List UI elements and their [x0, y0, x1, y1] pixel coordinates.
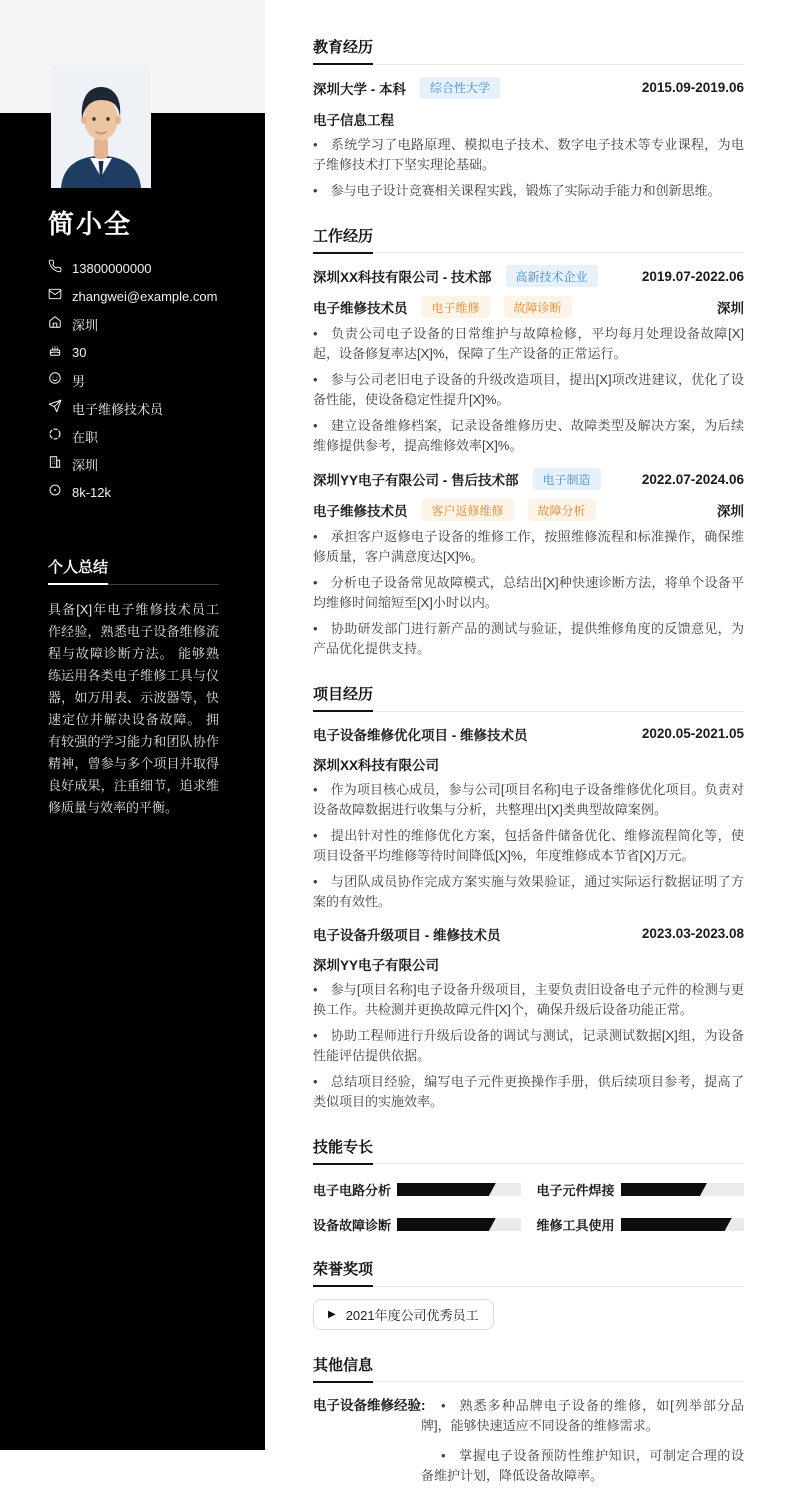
contact-gender: [48, 373, 219, 388]
project-bullets: [313, 780, 744, 912]
work-bullets: [313, 527, 744, 659]
gender-icon: [48, 371, 62, 390]
section-skills: [313, 1136, 744, 1235]
contact-text: 在职: [72, 427, 98, 446]
skill-bar-fill: [397, 1183, 496, 1196]
role-tag: 客户返修维修: [422, 499, 514, 521]
bullet-item: • 协助研发部门进行新产品的测试与验证，提供维修角度的反馈意见，为产品优化提供支持。: [313, 619, 744, 659]
work-date: 2022.07-2024.06: [642, 472, 744, 487]
contact-text: 深圳: [72, 315, 98, 334]
bullet-item: • 参与[项目名称]电子设备升级项目，主要负责旧设备电子元件的检测与更换工作。共检测并更换故障元件[X]个，确保升级后设备功能正常。: [313, 980, 744, 1020]
role-tag: 故障诊断: [504, 296, 572, 318]
honor-pill[interactable]: [313, 1299, 494, 1330]
company-badge: 电子制造: [533, 468, 601, 490]
skill-item: [313, 1180, 521, 1199]
work-entry: [313, 265, 744, 456]
education-date: 2015.09-2019.06: [642, 80, 744, 95]
project-name: 电子设备升级项目 - 维修技术员: [313, 924, 501, 944]
section-work: [313, 225, 744, 660]
contact-list: [48, 261, 219, 500]
age-icon: [48, 343, 62, 362]
other-info-bullets: [421, 1396, 744, 1496]
contact-text: 男: [72, 371, 85, 390]
bullet-item: • 与团队成员协作完成方案实施与效果验证，通过实际运行数据证明了方案的有效性。: [313, 872, 744, 912]
project-date: 2020.05-2021.05: [642, 726, 744, 741]
contact-text: 13800000000: [72, 261, 152, 276]
contact-text: zhangwei@example.com: [72, 289, 217, 304]
person-name: 简小全: [48, 204, 219, 241]
project-company: 深圳YY电子有限公司: [313, 954, 744, 974]
contact-status: [48, 429, 219, 444]
project-company: 深圳XX科技有限公司: [313, 754, 744, 774]
home-icon: [48, 315, 62, 334]
project-name: 电子设备维修优化项目 - 维修技术员: [313, 724, 528, 744]
project-bullets: [313, 980, 744, 1112]
education-bullets: [313, 135, 744, 201]
section-education: [313, 36, 744, 201]
phone-icon: [48, 259, 62, 278]
work-location: 深圳: [717, 297, 744, 317]
sidebar-content: [0, 0, 265, 819]
section-other: [313, 1354, 744, 1496]
contact-text: 30: [72, 345, 86, 360]
status-icon: [48, 427, 62, 446]
section-projects: [313, 683, 744, 1112]
skill-label: 电子电路分析: [313, 1180, 397, 1199]
section-title-work: 工作经历: [313, 225, 744, 254]
work-bullets: [313, 324, 744, 456]
summary-text: 具备[X]年电子维修技术员工作经验，熟悉电子设备维修流程与故障诊断方法。 能够熟练运用各类电子维修工具与仪器，如万用表、示波器等，快速定位并解决设备故障。 拥有较强的学习能力和团队协作精神，曾参与多个项目并取得良好成果，注重细节，追求维修质量与效率的平衡。: [48, 599, 219, 819]
section-honors: [313, 1258, 744, 1330]
role-name: 电子维修技术员: [313, 297, 408, 317]
project-date: 2023.03-2023.08: [642, 926, 744, 941]
section-title-education: 教育经历: [313, 36, 744, 65]
project-entry: [313, 924, 744, 1112]
company-name: 深圳YY电子有限公司 - 售后技术部: [313, 469, 519, 489]
salary-icon: [48, 483, 62, 502]
role-name: 电子维修技术员: [313, 500, 408, 520]
skill-label: 维修工具使用: [537, 1215, 621, 1234]
main-content: [265, 0, 794, 1496]
school-name: 深圳大学 - 本科: [313, 78, 406, 98]
skill-label: 设备故障诊断: [313, 1215, 397, 1234]
bullet-item: • 总结项目经验，编写电子元件更换操作手册，供后续项目参考，提高了类似项目的实施效率。: [313, 1072, 744, 1112]
sidebar: [0, 0, 265, 1450]
summary-title: 个人总结: [48, 556, 219, 585]
company-badge: 高新技术企业: [506, 265, 598, 287]
play-triangle-icon: ▶: [328, 1309, 336, 1320]
bullet-item: • 分析电子设备常见故障模式，总结出[X]种快速诊断方法，将单个设备平均维修时间缩短至[X]小时以内。: [313, 573, 744, 613]
contact-text: 深圳: [72, 455, 98, 474]
skills-grid: [313, 1180, 744, 1234]
skill-item: [537, 1180, 745, 1199]
company-name: 深圳XX科技有限公司 - 技术部: [313, 266, 492, 286]
bullet-item: • 参与公司老旧电子设备的升级改造项目，提出[X]项改进建议，优化了设备性能，使设备稳定性提升[X]%。: [313, 370, 744, 410]
bullet-item: • 建立设备维修档案，记录设备维修历史、故障类型及解决方案，为后续维修提供参考，提高维修效率[X]%。: [313, 416, 744, 456]
skill-bar-fill: [621, 1183, 707, 1196]
work-location: 深圳: [717, 500, 744, 520]
section-title-skills: 技能专长: [313, 1136, 744, 1165]
contact-home-city: [48, 317, 219, 332]
bullet-item: • 熟悉多种品牌电子设备的维修，如[列举部分品牌]，能够快速适应不同设备的维修需求。: [421, 1396, 744, 1436]
bullet-item: • 参与电子设计竞赛相关课程实践，锻炼了实际动手能力和创新思维。: [313, 181, 744, 201]
work-date: 2019.07-2022.06: [642, 269, 744, 284]
summary-section: [48, 556, 219, 819]
skill-bar: [621, 1218, 745, 1231]
contact-age: [48, 345, 219, 360]
city-icon: [48, 455, 62, 474]
bullet-item: • 提出针对性的维修优化方案，包括备件储备优化、维修流程简化等，使项目设备平均维修等待时间降低[X]%，年度维修成本节省[X]万元。: [313, 826, 744, 866]
contact-text: 8k-12k: [72, 485, 111, 500]
bullet-item: • 作为项目核心成员，参与公司[项目名称]电子设备维修优化项目。负责对设备故障数据进行收集与分析，共整理出[X]类典型故障案例。: [313, 780, 744, 820]
honor-text: 2021年度公司优秀员工: [346, 1305, 479, 1324]
contact-salary: [48, 485, 219, 500]
contact-email: [48, 289, 219, 304]
skill-bar: [397, 1218, 521, 1231]
skill-bar: [397, 1183, 521, 1196]
contact-work-city: [48, 457, 219, 472]
skill-bar-fill: [621, 1218, 732, 1231]
work-entry: [313, 468, 744, 659]
other-info-label: 电子设备维修经验:: [313, 1396, 421, 1496]
section-title-other: 其他信息: [313, 1354, 744, 1383]
email-icon: [48, 287, 62, 306]
education-entry: [313, 77, 744, 201]
role-tag: 电子维修: [422, 296, 490, 318]
skill-item: [313, 1215, 521, 1234]
skill-item: [537, 1215, 745, 1234]
bullet-item: • 掌握电子设备预防性维护知识，可制定合理的设备维护计划，降低设备故障率。: [421, 1446, 744, 1486]
section-title-honors: 荣誉奖项: [313, 1258, 744, 1287]
contact-job-title: [48, 401, 219, 416]
role-tag: 故障分析: [528, 499, 596, 521]
bullet-item: • 负责公司电子设备的日常维护与故障检修，平均每月处理设备故障[X]起，设备修复率达[X]%，保障了生产设备的正常运行。: [313, 324, 744, 364]
bullet-item: • 系统学习了电路原理、模拟电子技术、数字电子技术等专业课程，为电子维修技术打下坚实理论基础。: [313, 135, 744, 175]
project-entry: [313, 724, 744, 912]
contact-text: 电子维修技术员: [72, 399, 163, 418]
major-name: 电子信息工程: [313, 109, 744, 129]
skill-bar-fill: [397, 1218, 496, 1231]
bullet-item: • 协助工程师进行升级后设备的调试与测试，记录测试数据[X]组，为设备性能评估提供依据。: [313, 1026, 744, 1066]
job-icon: [48, 399, 62, 418]
contact-phone: [48, 261, 219, 276]
skill-label: 电子元件焊接: [537, 1180, 621, 1199]
school-badge: 综合性大学: [420, 77, 500, 99]
other-info-row: [313, 1396, 744, 1496]
bullet-item: • 承担客户返修电子设备的维修工作，按照维修流程和标准操作，确保维修质量，客户满意度达[X]%。: [313, 527, 744, 567]
skill-bar: [621, 1183, 745, 1196]
section-title-projects: 项目经历: [313, 683, 744, 712]
